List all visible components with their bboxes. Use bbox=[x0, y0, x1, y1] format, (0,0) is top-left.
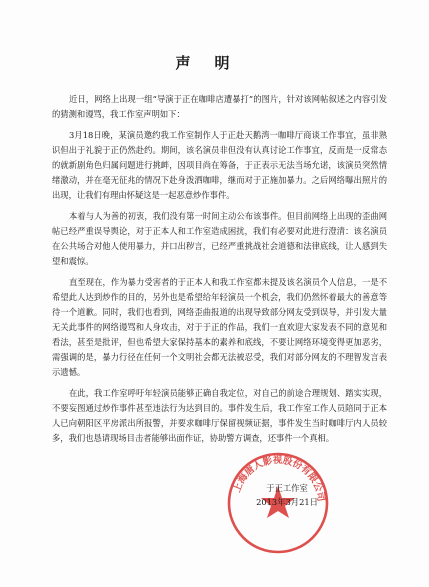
signature-name: 于正工作室 bbox=[266, 483, 308, 493]
paragraph-clarification: 本着与人为善的初衷，我们没有第一时间主动公布该事件。但目前网络上出现的歪曲网帖已经严重误导舆论，对于正本人和工作室造成困扰，我们有必要对此进行澄清：该名演员在公共场合对他人使用暴力，并口出秽言，已经严重挑战社会道德和法律底线，让人感到失望和震惊。 bbox=[52, 211, 387, 266]
paragraph-intro: 近日，网络上出现一组“导演于正在咖啡店遭暴打”的图片，针对该网帖叙述之内容引发的猜测和谩骂，我工作室声明如下： bbox=[52, 94, 387, 119]
paragraph-closing: 在此，我工作室呼吁年轻演员能够正确自我定位，对自己的前途合理规划、踏实实现，不要妄图通过炒作事件甚至违法行为达到目的。事件发生后，我工作室工作人员陪同于正本人已向朝阳区平房派出所报警，并要求咖啡厅保留视频证据，事件发生当时咖啡厅内人员较多，我们也恳请现场目击者能够出面作证，协助警方调查，还事件一个真相。 bbox=[52, 388, 387, 443]
signature-date: 2013年3月21日 bbox=[256, 497, 318, 507]
seal-text: 上海唐人影视股份有限公司 bbox=[231, 454, 327, 503]
signature-block bbox=[232, 481, 342, 509]
document-title: 声明 bbox=[175, 54, 254, 72]
paragraph-appeal: 直至现在，作为暴力受害者的于正本人和我工作室都未提及该名演员个人信息，一是不希望此人达到炒作的目的，另外也是希望给年轻演员一个机会，我们仍然怀着最大的善意等待一个道歉。同时，我们也看到，网络歪曲报道的出现导致部分网友受到误导，并引发大量无关此事件的网络谩骂和人身攻击，对于于正的作品，我们一直欢迎大家发表不同的意见和看法，甚至是批评，但也希望大家保持基本的素养和底线，不要让网络环境变得更加恶劣，需强调的是，暴力行径在任何一个文明社会都无法被忍受，我们对部分网友的不理智发言表示遗憾。 bbox=[52, 277, 387, 377]
document-body bbox=[52, 92, 387, 452]
paragraph-incident: 3月18日晚，某演员邀约我工作室制作人于正赴天鹅湾一咖啡厅商谈工作事宜，虽非熟识但出于礼貌于正仍然赴约。期间，该名演员非但没有认真讨论工作事宜，反而是一反常态的就新剧角色归属问题进行挑衅，因项目尚在筹备，于正表示无法当场允诺，该演员突然情绪激动，并在毫无征兆的情况下赴身泼洒咖啡，继而对于正施加暴力。之后网络曝出照片的出现，让我们有理由怀疑这是一起恶意炒作事件。 bbox=[52, 130, 387, 200]
